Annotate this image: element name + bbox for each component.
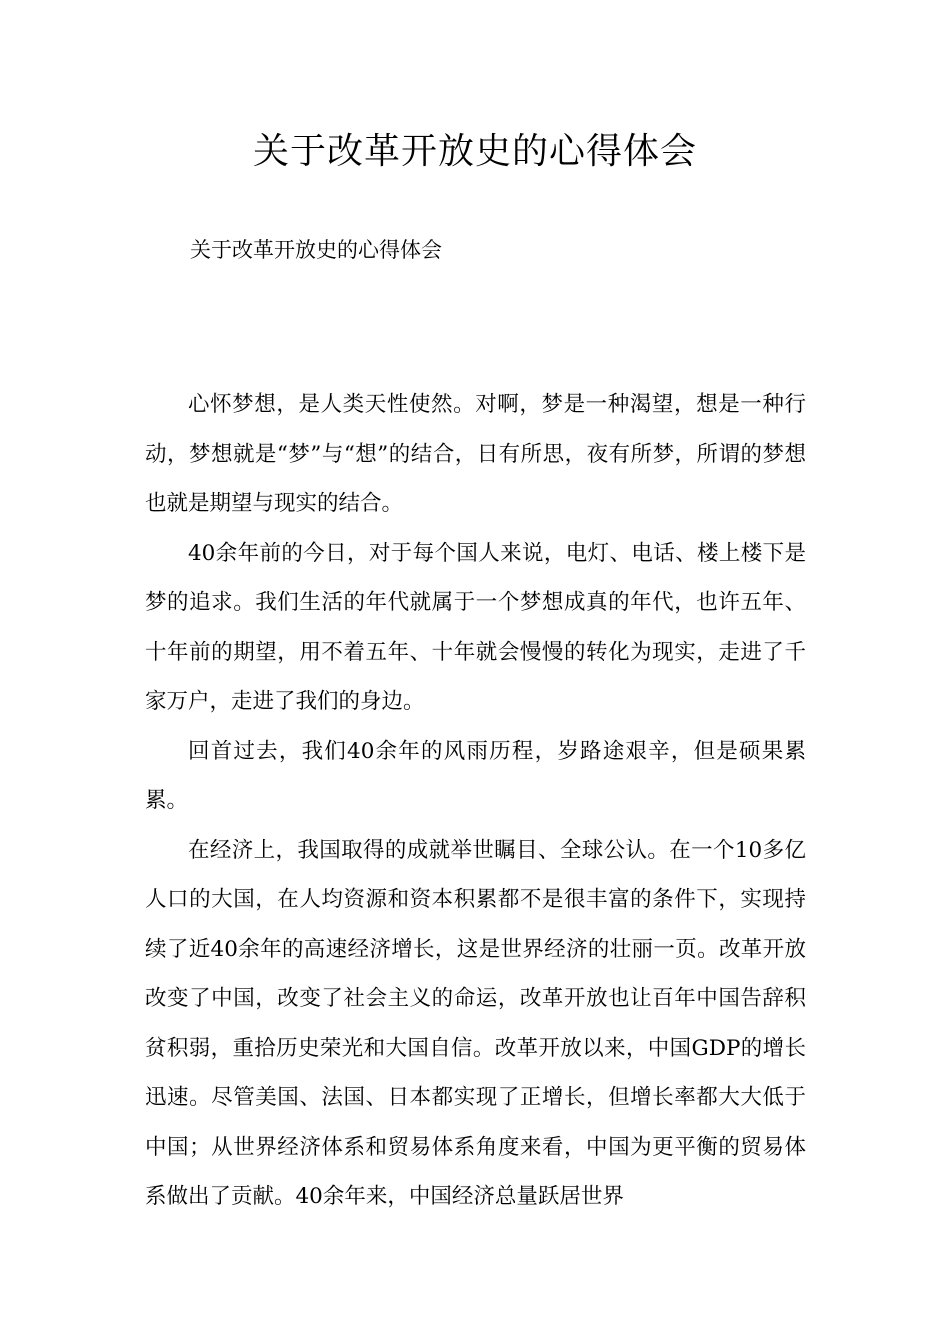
paragraph-3: 回首过去，我们40余年的风雨历程，岁路途艰辛，但是硕果累累。 [145, 738, 806, 813]
document-title: 关于改革开放史的心得体会 [252, 131, 697, 172]
paragraph-2: 40余年前的今日，对于每个国人来说，电灯、电话、楼上楼下是梦的追求。我们生活的年代就属于一个梦想成真的年代，也许五年、十年前的期望，用不着五年、十年就会慢慢的转化为现实，走进了千家万户，走进了我们的身边。 [145, 540, 806, 714]
paragraph-1: 心怀梦想，是人类天性使然。对啊，梦是一种渴望，想是一种行动，梦想就是“梦”与“想”的结合，日有所思，夜有所梦，所谓的梦想也就是期望与现实的结合。 [145, 392, 806, 516]
document-body [145, 380, 806, 1222]
paragraph-4: 在经济上，我国取得的成就举世瞩目、全球公认。在一个10多亿人口的大国，在人均资源和资本积累都不是很丰富的条件下，实现持续了近40余年的高速经济增长，这是世界经济的壮丽一页。改革开放改变了中国，改变了社会主义的命运，改革开放也让百年中国告辞积贫积弱，重拾历史荣光和大国自信。改革开放以来，中国GDP的增长迅速。尽管美国、法国、日本都实现了正增长，但增长率都大大低于中国；从世界经济体系和贸易体系角度来看，中国为更平衡的贸易体系做出了贡献。40余年来，中国经济总量跃居世界 [145, 837, 806, 1209]
document-subtitle: 关于改革开放史的心得体会 [190, 238, 442, 262]
